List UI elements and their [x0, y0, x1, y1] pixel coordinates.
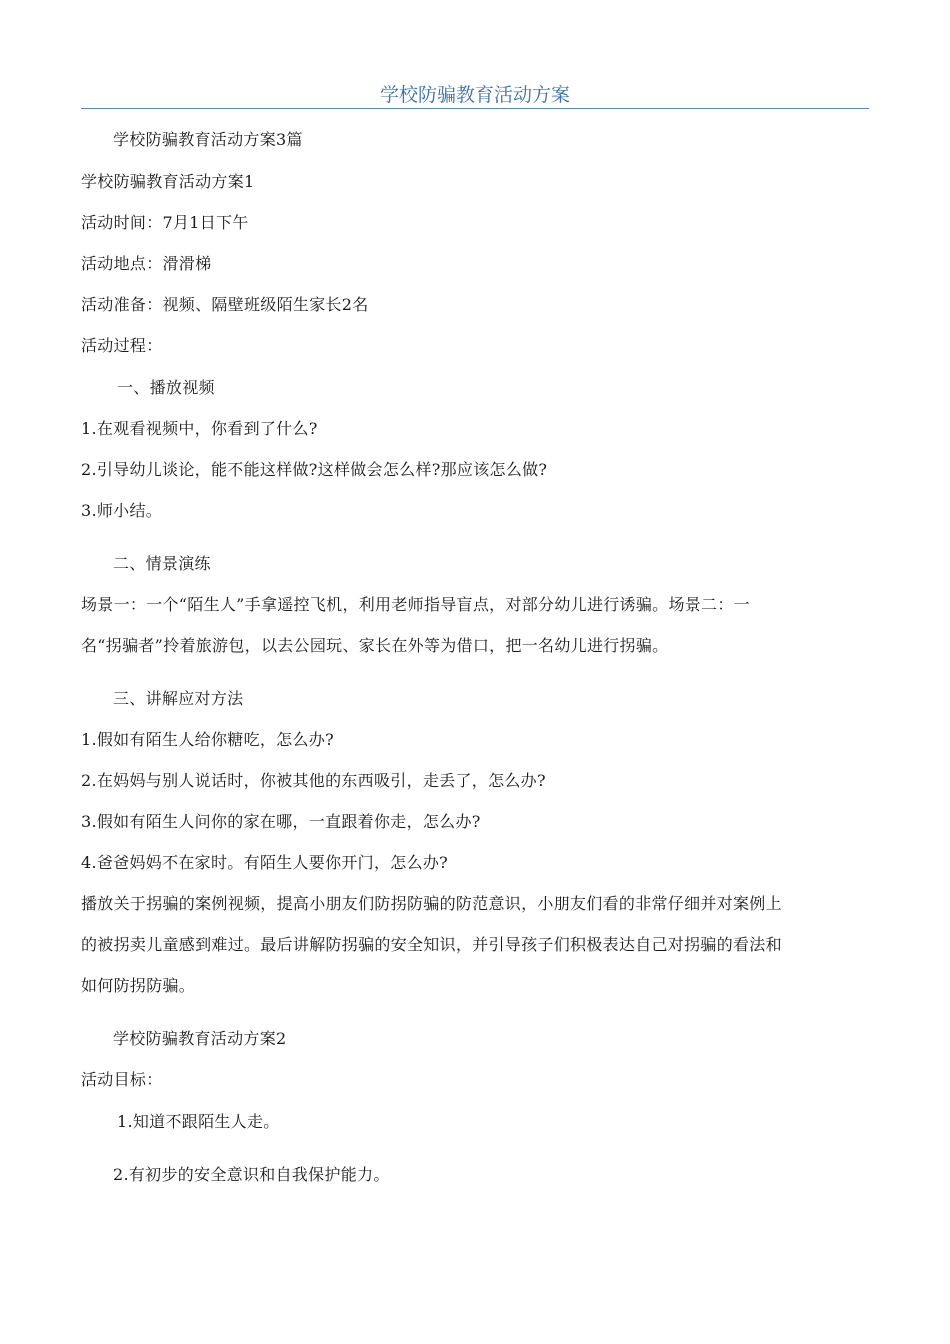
- paragraph-line: 播放关于拐骗的案例视频，提高小朋友们防拐防骗的防范意识，小朋友们看的非常仔细并对案例上: [81, 894, 782, 913]
- list-item: 2.在妈妈与别人说话时，你被其他的东西吸引，走丢了，怎么办?: [81, 771, 546, 790]
- list-item: 1.在观看视频中，你看到了什么?: [81, 419, 318, 438]
- activity-time: 活动时间：7月1日下午: [81, 213, 249, 232]
- activity-location: 活动地点：滑滑梯: [81, 254, 212, 273]
- activity-process-label: 活动过程：: [81, 336, 163, 355]
- list-item: 4.爸爸妈妈不在家时。有陌生人要你开门，怎么办?: [81, 853, 449, 872]
- section-heading: 二、情景演练: [113, 554, 211, 573]
- goal-item: 2.有初步的安全意识和自我保护能力。: [113, 1165, 390, 1184]
- section-heading: 三、讲解应对方法: [113, 689, 244, 708]
- plan-1-heading: 学校防骗教育活动方案1: [81, 172, 255, 191]
- paragraph-line: 如何防拐防骗。: [81, 976, 196, 995]
- plan-heading: 学校防骗教育活动方案3篇: [113, 130, 303, 149]
- paragraph-line: 场景一：一个“陌生人”手拿遥控飞机，利用老师指导盲点，对部分幼儿进行诱骗。场景二：一: [81, 595, 750, 614]
- list-item: 3.假如有陌生人问你的家在哪，一直跟着你走，怎么办?: [81, 812, 481, 831]
- list-item: 2.引导幼儿谈论，能不能这样做?这样做会怎么样?那应该怎么做?: [81, 460, 548, 479]
- document-title: 学校防骗教育活动方案: [379, 84, 570, 106]
- goal-item: 1.知道不跟陌生人走。: [117, 1112, 280, 1131]
- activity-preparation: 活动准备：视频、隔壁班级陌生家长2名: [81, 295, 369, 314]
- list-item: 1.假如有陌生人给你糖吃，怎么办?: [81, 730, 334, 749]
- title-divider: [81, 108, 869, 109]
- paragraph-line: 的被拐卖儿童感到难过。最后讲解防拐骗的安全知识，并引导孩子们积极表达自己对拐骗的看法和: [81, 935, 782, 954]
- plan-2-heading: 学校防骗教育活动方案2: [113, 1029, 287, 1048]
- list-item: 3.师小结。: [81, 501, 163, 520]
- section-heading: 一、播放视频: [117, 378, 215, 397]
- activity-goals-label: 活动目标：: [81, 1070, 163, 1089]
- paragraph-line: 名“拐骗者”拎着旅游包，以去公园玩、家长在外等为借口，把一名幼儿进行拐骗。: [81, 636, 669, 655]
